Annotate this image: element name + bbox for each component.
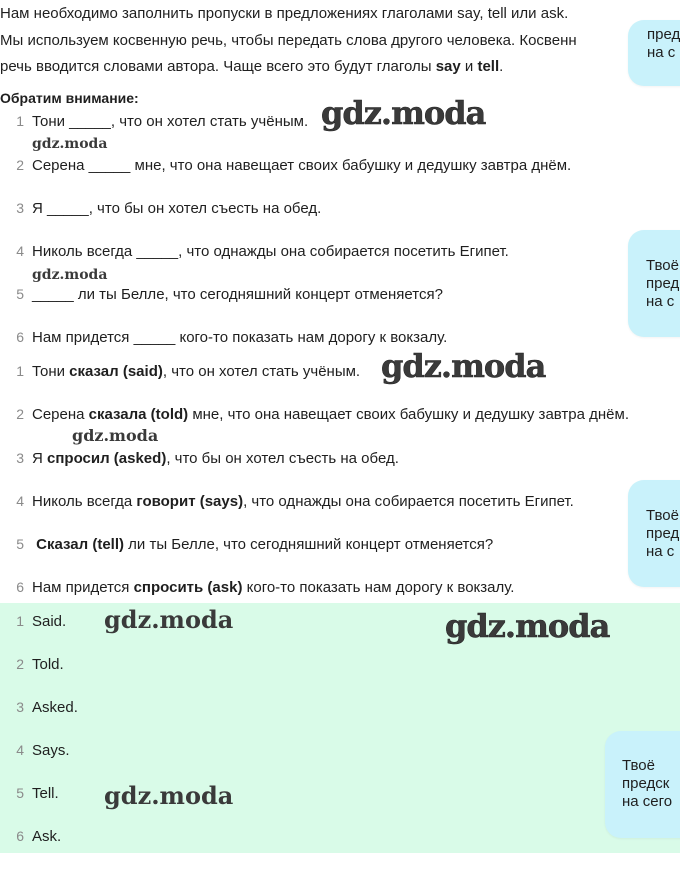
watermark-logo: gdz.moda <box>104 781 234 810</box>
item-number: 2 <box>16 406 24 422</box>
answer-verb: Сказал (tell) <box>36 536 124 553</box>
short-answer-item <box>0 613 66 630</box>
short-answer-text: Tell. <box>32 785 59 802</box>
answer-after: ли ты Белле, что сегодняшний концерт отменяется? <box>124 536 494 553</box>
item-number: 4 <box>16 243 24 259</box>
answer-before: Нам придется <box>32 579 134 596</box>
intro-line-3 <box>0 58 503 75</box>
short-answer-item <box>0 785 59 802</box>
exercise-item <box>0 286 443 303</box>
answer-after: , что он хотел стать учёным. <box>162 363 361 380</box>
short-answer-text: Ask. <box>32 828 62 845</box>
answer-before: Николь всегда <box>32 493 137 510</box>
item-number: 2 <box>16 157 24 173</box>
promo-bubble-line: предск <box>622 775 670 792</box>
intro-and: и <box>460 58 478 75</box>
promo-bubble[interactable] <box>628 480 680 587</box>
watermark-logo: gdz.moda <box>445 607 610 645</box>
watermark-logo: gdz.moda <box>72 426 159 445</box>
short-answer-text: Says. <box>32 742 70 759</box>
exercise-item <box>0 200 321 217</box>
item-number: 1 <box>16 113 24 129</box>
answer-verb: спросил (asked) <box>47 450 167 467</box>
intro-end: . <box>499 58 504 75</box>
answer-after: кого-то показать нам дорогу к вокзалу. <box>242 579 515 596</box>
short-answer-item <box>0 656 64 673</box>
promo-bubble-line: пред <box>646 275 680 292</box>
answer-item <box>0 406 629 423</box>
answer-after: мне, что она навещает своих бабушку и дедушку завтра днём. <box>188 406 630 423</box>
intro-tell: tell <box>477 58 500 75</box>
watermark-logo: gdz.moda <box>32 136 108 152</box>
promo-bubble-line: Твоё <box>646 257 679 274</box>
answer-item <box>0 493 574 510</box>
answer-after: , что однажды она собирается посетить Египет. <box>243 493 574 510</box>
answer-before: Тони <box>32 363 70 380</box>
item-number: 5 <box>16 286 24 302</box>
intro-line-2: Мы используем косвенную речь, чтобы передать слова другого человека. Косвенн <box>0 32 577 49</box>
item-number: 4 <box>16 493 24 509</box>
short-answer-item <box>0 699 78 716</box>
watermark-logo: gdz.moda <box>381 347 546 385</box>
item-number: 5 <box>16 785 24 801</box>
answer-verb: спросить (ask) <box>133 579 243 596</box>
item-text: Нам придется _____ кого-то показать нам дорогу к вокзалу. <box>32 329 448 346</box>
watermark-logo: gdz.moda <box>104 605 234 634</box>
answer-item <box>0 536 493 553</box>
item-text: _____ ли ты Белле, что сегодняшний концерт отменяется? <box>32 286 443 303</box>
intro-line-1: Нам необходимо заполнить пропуски в предложениях глаголами say, tell или ask. <box>0 5 569 22</box>
item-text: Тони _____, что он хотел стать учёным. <box>32 113 309 130</box>
watermark-logo: gdz.moda <box>32 267 108 283</box>
item-text: Николь всегда _____, что однажды она собирается посетить Египет. <box>32 243 509 260</box>
answer-item <box>0 579 514 596</box>
item-number: 6 <box>16 828 24 844</box>
note-title: Обратим внимание: <box>0 90 139 106</box>
item-number: 5 <box>16 536 24 552</box>
answer-item <box>0 450 399 467</box>
exercise-item <box>0 329 447 346</box>
promo-bubble-line: на с <box>646 543 675 560</box>
promo-bubble-line: на с <box>646 293 675 310</box>
answer-item <box>0 363 360 380</box>
promo-bubble-line: Твоё <box>622 757 655 774</box>
item-number: 3 <box>16 450 24 466</box>
short-answer-text: Said. <box>32 613 67 630</box>
item-text: Серена _____ мне, что она навещает своих бабушку и дедушку завтра днём. <box>32 157 572 174</box>
answer-before: Серена <box>32 406 89 423</box>
answer-before: Я <box>32 450 47 467</box>
item-number: 2 <box>16 656 24 672</box>
intro-say: say <box>435 58 461 75</box>
promo-bubble-line: пред <box>647 26 680 43</box>
item-text: Я _____, что бы он хотел съесть на обед. <box>32 200 322 217</box>
promo-bubble-line: на с <box>647 44 676 61</box>
answer-verb: сказала (told) <box>88 406 189 423</box>
item-number: 6 <box>16 329 24 345</box>
watermark-logo: gdz.moda <box>321 94 486 132</box>
promo-bubble[interactable] <box>628 20 680 86</box>
promo-bubble-line: Твоё <box>646 507 679 524</box>
exercise-item <box>0 157 571 174</box>
item-number: 1 <box>16 363 24 379</box>
answer-verb: сказал (said) <box>69 363 163 380</box>
promo-bubble[interactable] <box>605 731 680 838</box>
promo-bubble-line: пред <box>646 525 680 542</box>
exercise-item <box>0 243 509 260</box>
short-answer-text: Asked. <box>32 699 78 716</box>
exercise-item <box>0 113 308 130</box>
item-number: 4 <box>16 742 24 758</box>
intro-line-3-start: речь вводится словами автора. Чаще всего это будут глаголы <box>0 58 436 75</box>
item-number: 1 <box>16 613 24 629</box>
short-answer-item <box>0 742 70 759</box>
short-answer-item <box>0 828 61 845</box>
promo-bubble-line: на сего <box>622 793 673 810</box>
answer-verb: говорит (says) <box>136 493 244 510</box>
promo-bubble[interactable] <box>628 230 680 337</box>
short-answer-text: Told. <box>32 656 64 673</box>
answer-after: , что бы он хотел съесть на обед. <box>166 450 399 467</box>
item-number: 3 <box>16 699 24 715</box>
item-number: 3 <box>16 200 24 216</box>
item-number: 6 <box>16 579 24 595</box>
